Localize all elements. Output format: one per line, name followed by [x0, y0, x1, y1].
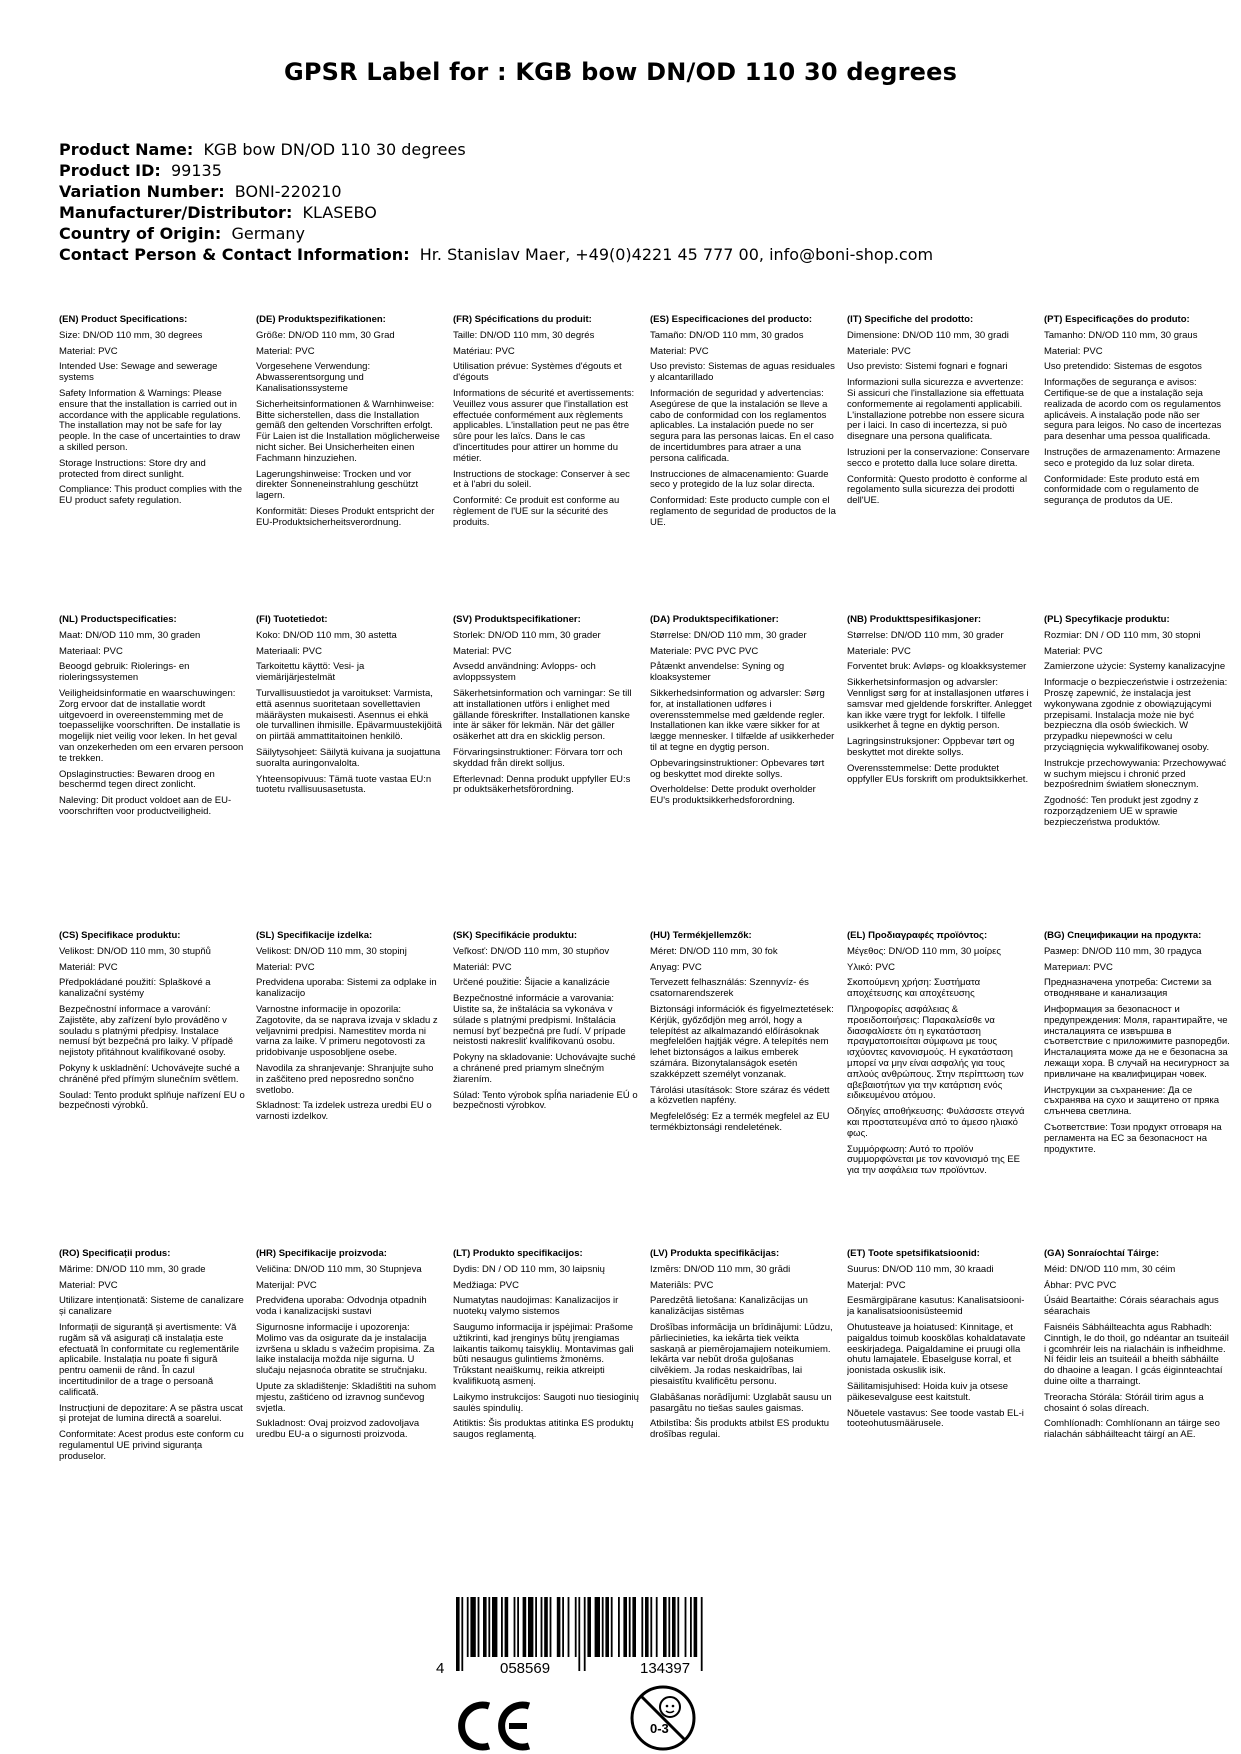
spec-line: Предназначена употреба: Системи за отводняване и канализация [1044, 977, 1212, 1000]
barcode-bar [677, 1597, 679, 1657]
barcode-bar [517, 1597, 519, 1657]
spec-line: Säilitamisjuhised: Hoida kuiv ja otsese päikesevalguse eest kaitstult. [847, 1380, 1009, 1403]
variation-number-row [59, 181, 1209, 202]
barcode-bar [557, 1597, 561, 1657]
spec-line: Atitiktis: Šis produktas atitinka ES produktų saugos reglamentą. [453, 1418, 634, 1441]
spec-line: Инструкции за съхранение: Да се съхранява на сухо и защитено от пряка слънчева светлина. [1044, 1084, 1220, 1118]
spec-line: Informazioni sulla sicurezza e avvertenze: Si assicuri che l'installazione sia effettuata conformemente ai regolamenti applicabili. L'installazione potrebbe non essere sicura per i laici. In caso di incertezza, si può disegnare una persona qualificata. [847, 377, 1025, 443]
spec-line: Laikymo instrukcijos: Saugoti nuo tiesioginių saulės spindulių. [453, 1391, 639, 1414]
spec-line: Safety Information & Warnings: Please ensure that the installation is carried out in accordance with the applicable regulations. The installation may not be safe for lay people. In the case of uncertainties to draw a skilled person. [59, 387, 241, 453]
spec-line: Material: PVC [1044, 345, 1103, 357]
manufacturer-row [59, 202, 1209, 223]
spec-line: Drošības informācija un brīdinājumi: Lūdzu, pārliecinieties, ka iekārta tiek veikta saskaņā ar piemērojamajiem noteikumiem. Iekārta var nebūt droša guļošanas cilvēkiem. Ja rodas neskaidrības, lai piesaistītu kvalificētu personu. [650, 1321, 833, 1387]
barcode-bar [595, 1597, 600, 1657]
spec-section-title: (BG) Спецификации на продукта: [1044, 931, 1202, 941]
spec-line: Navodila za shranjevanje: Shranjujte suho in zaščiteno pred neposredno sončno svetlobo. [256, 1062, 434, 1096]
barcode-bar [587, 1597, 591, 1657]
spec-line: Lagringsinstruksjoner: Oppbevar tørt og beskyttet mot direkte sollys. [847, 736, 1015, 758]
spec-line: Tamanho: DN/OD 110 mm, 30 graus [1044, 329, 1198, 341]
spec-line: Ohutusteave ja hoiatused: Kinnitage, et paigaldus toimub kooskõlas kohaldatavate eeskirjadega. Paigaldamine ei pruugi olla ohutu lamajatele. Ebaselguse korral, et joonistada oskuslik isik. [847, 1321, 1026, 1377]
spec-section [256, 931, 442, 1243]
barcode-bar [544, 1597, 548, 1657]
barcode-bar [541, 1597, 543, 1657]
spec-section-title: (HU) Termékjellemzők: [650, 931, 752, 941]
variation-number-label: Variation Number: [59, 182, 225, 201]
variation-number-value: BONI-220210 [234, 182, 342, 201]
spec-line: Súlad: Tento výrobok spĺňa nariadenie EÚ o bezpečnosti výrobkov. [453, 1089, 638, 1112]
spec-line: Mărime: DN/OD 110 mm, 30 grade [59, 1263, 206, 1275]
age-0-3-warning-icon [628, 1683, 698, 1753]
spec-line: Beoogd gebruik: Riolerings- en rioleringssystemen [59, 661, 190, 684]
spec-line: Instrucțiuni de depozitare: A se păstra uscat și protejat de lumina directă a soarelui. [59, 1402, 243, 1425]
spec-section-title: (RO) Specificații produs: [59, 1249, 171, 1259]
spec-section-title: (PL) Specyfikacje produktu: [1044, 615, 1170, 625]
spec-line: Velikost: DN/OD 110 mm, 30 stupňů [59, 945, 211, 957]
spec-line: Maat: DN/OD 110 mm, 30 graden [59, 629, 201, 641]
spec-line: Materiale: PVC [847, 345, 911, 357]
spec-line: Suurus: DN/OD 110 mm, 30 kraadi [847, 1263, 994, 1275]
spec-line: Saugumo informacija ir įspėjimai: Prašome užtikrinti, kad įrenginys būtų įrengiamas laikantis taikomų taisyklių. Montavimas gali būti nesaugus gulintiems žmonėms. Trūkstant neaiškumų, reikia atkreipti kvalifikuotą asmenį. [453, 1321, 634, 1387]
barcode-bar [470, 1597, 475, 1657]
spec-line: Medžiaga: PVC [453, 1279, 520, 1291]
spec-line: Vorgesehene Verwendung: Abwasserentsorgung und Kanalisationssysteme [256, 361, 371, 394]
spec-section-title: (ET) Toote spetsifikatsioonid: [847, 1249, 980, 1259]
barcode-bar [568, 1597, 570, 1657]
barcode-bar [663, 1597, 667, 1657]
spec-line: Utilizare intenționată: Sisteme de canalizare și canalizare [59, 1295, 244, 1318]
barcode-bar [602, 1597, 604, 1657]
spec-section-title: (NL) Productspecificaties: [59, 615, 177, 625]
spec-line: Material: PVC [256, 345, 315, 357]
spec-line: Veličina: DN/OD 110 mm, 30 Stupnjeva [256, 1263, 422, 1275]
spec-line: Tamaño: DN/OD 110 mm, 30 grados [650, 329, 804, 341]
spec-line: Skladnost: Ta izdelek ustreza uredbi EU o varnosti izdelkov. [256, 1100, 432, 1123]
spec-line: Conformità: Questo prodotto è conforme al regolamento sulla sicurezza dei prodotti dell'UE. [847, 473, 1028, 507]
barcode-bar [650, 1597, 652, 1657]
spec-line: Πληροφορίες ασφάλειας & προειδοποιήσεις: Παρακαλείσθε να διασφαλίσετε ότι η εγκατάσταση πραγματοποιείται σύμφωνα με τους ισχύοντες κανονισμούς. Η εγκατάσταση μπορεί να μην είναι ασφαλής για τους απλούς ανθρώπους. Στην περίπτωση των αβεβαιοτήτων για την κατάρτιση ενός ειδικευμένου ατόμου. [847, 1003, 1024, 1102]
spec-line: Veľkosť: DN/OD 110 mm, 30 stupňov [453, 945, 610, 957]
spec-line: Pokyny k uskladnění: Uchovávejte suché a chráněné před přímým slunečním světlem. [59, 1062, 240, 1085]
spec-line: Turvallisuustiedot ja varoitukset: Varmista, että asennus suoritetaan sovellettavien määräysten mukaisesti. Asennus ei ehkä ole turvallinen ihmisille. Epävarmuustekijöitä on piirtää ammattitaitoinen henkilö. [256, 687, 442, 743]
contact-row [59, 244, 1209, 265]
spec-line: Materiál: PVC [453, 961, 512, 973]
barcode-bar [632, 1597, 636, 1657]
spec-line: Størrelse: DN/OD 110 mm, 30 grader [650, 629, 807, 641]
spec-line: Utilisation prévue: Systèmes d'égouts et d'égouts [453, 361, 622, 384]
spec-line: Påtænkt anvendelse: Syning og kloaksystemer [650, 661, 785, 684]
spec-line: Οδηγίες αποθήκευσης: Φυλάσσετε στεγνά και προστατευμένα από το άμεσο ηλιακό φως. [847, 1106, 1025, 1139]
spec-line: Megfelelőség: Ez a termék megfelel az EU termékbiztonsági rendeletének. [650, 1111, 830, 1133]
spec-line: Σκοπούμενη χρήση: Συστήματα αποχέτευσης και αποχέτευσης [847, 977, 981, 1000]
spec-line: Yhteensopivuus: Tämä tuote vastaa EU:n tuotetu rvallisuusasetusta. [256, 773, 432, 796]
barcode-bar [535, 1597, 537, 1657]
barcode-bar [514, 1597, 516, 1657]
spec-line: Materjal: PVC [847, 1279, 906, 1291]
spec-line: Materiał: PVC [1044, 645, 1103, 657]
spec-line: Faisnéis Sábháilteachta agus Rabhadh: Cinntigh, le do thoil, go ndéantar an tsuiteáil i gcomhréir leis na rialacháin is infheidhme. Ní féidir leis an tsuiteáil a bheith sábháilte do dhaoine a leagan. I gcás éiginnteachtaí duine oilte a tharraingt. [1044, 1321, 1229, 1387]
barcode-bar [668, 1597, 670, 1657]
spec-line: Predviđena uporaba: Odvodnja otpadnih voda i kanalizacijski sustavi [256, 1295, 427, 1318]
barcode-bar [562, 1597, 564, 1657]
barcode-bar [478, 1597, 480, 1657]
spec-section-title: (ES) Especificaciones del producto: [650, 315, 813, 325]
spec-section [453, 931, 639, 1243]
spec-section [650, 1249, 836, 1549]
spec-line: Υλικό: PVC [847, 961, 895, 973]
spec-line: Material: PVC [453, 645, 512, 657]
spec-section [650, 931, 836, 1243]
product-id-value: 99135 [170, 161, 222, 180]
spec-section-title: (SL) Specifikacije izdelka: [256, 931, 373, 941]
spec-section [59, 615, 245, 925]
spec-line: Instrukcje przechowywania: Przechowywać w suchym miejscu i chronić przed bezpośrednim światłem słonecznym. [1044, 757, 1227, 791]
barcode-bar [584, 1597, 586, 1671]
spec-line: Velikost: DN/OD 110 mm, 30 stopinj [256, 945, 407, 957]
spec-line: Overholdelse: Dette produkt overholder EU's produktsikkerhedsforordning. [650, 784, 816, 807]
spec-line: Předpokládané použití: Splaškové a kanalizační systémy [59, 977, 211, 1000]
spec-line: Συμμόρφωση: Αυτό το προϊόν συμμορφώνεται με τον κανονισμό της ΕΕ για την ασφάλεια των προϊόντων. [847, 1143, 1020, 1177]
spec-line: Instruções de armazenamento: Armazene seco e protegido da luz solar direta. [1044, 446, 1221, 469]
spec-section-title: (LV) Produkta specifikācijas: [650, 1249, 780, 1259]
spec-line: Overensstemmelse: Dette produktet oppfyller EUs forskrift om produktsikkerhet. [847, 762, 1029, 785]
spec-line: Predvidena uporaba: Sistemi za odplake in kanalizacijo [256, 977, 437, 1000]
spec-line: Upute za skladištenje: Skladištiti na suhom mjestu, zaštićeno od izravnog sunčevog svjetla. [256, 1380, 437, 1414]
spec-section [256, 1249, 442, 1549]
country-of-origin-row [59, 223, 1209, 244]
spec-section-title: (EN) Product Specifications: [59, 315, 188, 325]
spec-line: Bezpečnostné informácie a varovania: Uistite sa, že inštalácia sa vykonáva v súlade s platnými predpismi. Inštalácia nemusí byť bezpečná pre ľudí. V prípade neistosti nakresliť kvalifikovanú osobu. [453, 993, 626, 1048]
spec-section-title: (SK) Špecifikácie produktu: [453, 931, 578, 941]
spec-section-title: (CS) Specifikace produktu: [59, 931, 181, 941]
spec-section [847, 1249, 1033, 1549]
spec-line: Tarkoitettu käyttö: Vesi- ja viemärijärjestelmät [256, 661, 365, 684]
spec-line: Sikkerhedsinformation og advarsler: Sørg for, at installationen udføres i overensstemmelse med gældende regler. Installationen kan ikke være sikker for at lægge mennesker. I tilfælde af usikkerheder til at tegne en dygtig person. [650, 687, 835, 753]
barcode-bar [575, 1597, 577, 1657]
spec-line: Eesmärgipärane kasutus: Kanalisatsiooni- ja kanalisatsioonisüsteemid [847, 1295, 1025, 1318]
spec-section-title: (DE) Produktspezifikationen: [256, 315, 386, 325]
spec-section [59, 931, 245, 1243]
spec-line: Størrelse: DN/OD 110 mm, 30 grader [847, 629, 1004, 641]
spec-line: Méid: DN/OD 110 mm, 30 céim [1044, 1263, 1176, 1275]
spec-line: Material: PVC [650, 345, 709, 357]
spec-section [59, 1249, 245, 1549]
spec-line: Förvaringsinstruktioner: Förvara torr och skyddad från direkt solljus. [453, 746, 623, 769]
manufacturer-value: KLASEBO [302, 203, 377, 222]
contact-value: Hr. Stanislav Maer, +49(0)4221 45 777 00, info@boni-shop.com [419, 245, 934, 264]
spec-section [453, 615, 639, 925]
barcode-bar [629, 1597, 631, 1657]
barcode-bar [492, 1597, 497, 1657]
spec-line: Avsedd användning: Avlopps- och avloppssystem [453, 661, 596, 684]
spec-line: Efterlevnad: Denna produkt uppfyller EU:s pr oduktsäkerhetsförordning. [453, 773, 631, 796]
spec-line: Paredzētā lietošana: Kanalizācijas un kanalizācijas sistēmas [650, 1295, 808, 1318]
spec-line: Sukladnost: Ovaj proizvod zadovoljava uredbu EU-a o sigurnosti proizvoda. [256, 1418, 420, 1441]
spec-line: Izmērs: DN/OD 110 mm, 30 grādi [650, 1263, 791, 1275]
product-id-row [59, 160, 1209, 181]
spec-line: Méret: DN/OD 110 mm, 30 fok [650, 945, 778, 957]
spec-line: Sicherheitsinformationen & Warnhinweise: Bitte sicherstellen, dass die Installation gemäß den geltenden Vorschriften erfolgt. Für Laien ist die Installation möglicherweise nicht sicher. Bei Unsicherheiten einen Fachmann hinzuziehen. [256, 398, 440, 464]
svg-text:0-3: 0-3 [650, 1721, 669, 1736]
spec-line: Taille: DN/OD 110 mm, 30 degrés [453, 329, 595, 341]
spec-line: Comhlíonadh: Comhlíonann an táirge seo rialachán sábháilteacht táirgí an AE. [1044, 1418, 1220, 1441]
spec-line: Storlek: DN/OD 110 mm, 30 grader [453, 629, 601, 641]
spec-section-title: (GA) Sonraíochtaí Táirge: [1044, 1249, 1160, 1259]
spec-section-title: (EL) Προδιαγραφές προϊόντος: [847, 931, 988, 941]
spec-line: Materiale: PVC [847, 645, 911, 657]
spec-line: Uso pretendido: Sistemas de esgotos [1044, 361, 1202, 373]
country-of-origin-value: Germany [231, 224, 305, 243]
product-name-value: KGB bow DN/OD 110 30 degrees [203, 140, 466, 159]
barcode-bar [501, 1597, 503, 1657]
spec-line: Anyag: PVC [650, 961, 702, 973]
barcode-bar [685, 1597, 687, 1657]
spec-line: Informații de siguranță și avertismente: Vă rugăm să vă asigurați că instalația este efectuată în conformitate cu reglementările aplicabile. Instalația nu poate fi sigură pentru oamenii de rând. În cazul incertitudinilor de a trage o persoană calificată. [59, 1321, 240, 1398]
spec-line: Bezpečnostní informace a varování: Zajistěte, aby zařízení bylo prováděno v souladu s platnými předpisy. Instalace nemusí být bezpečná pro laiky. V případě nejistoty přitáhnout kvalifikované osoby. [59, 1003, 234, 1059]
spec-section [1044, 931, 1230, 1243]
barcode-bar [701, 1597, 703, 1671]
spec-line: Storage Instructions: Store dry and protected from direct sunlight. [59, 457, 206, 480]
spec-line: Säkerhetsinformation och varningar: Se till att installationen utförs i enlighet med gällande föreskrifter. Installationen kanske inte är säker för lekmän. När det gäller osäkerhet att dra en skicklig person. [453, 687, 632, 743]
barcode-bar [456, 1597, 460, 1671]
spec-line: Uso previsto: Sistemi fognari e fognari [847, 361, 1008, 373]
barcode-bar [523, 1597, 527, 1657]
barcode-bar [528, 1597, 533, 1657]
spec-line: Materiale: PVC PVC PVC [650, 645, 759, 657]
spec-line: Pokyny na skladovanie: Uchovávajte suché a chránené pred priamym slnečným žiarením. [453, 1052, 636, 1085]
barcode-bar [578, 1597, 580, 1671]
barcode-bar [672, 1597, 676, 1657]
barcode-bar [550, 1597, 552, 1657]
spec-line: Μέγεθος: DN/OD 110 mm, 30 μοίρες [847, 945, 1001, 957]
spec-section [650, 615, 836, 925]
spec-section [453, 1249, 639, 1549]
spec-line: Zamierzone użycie: Systemy kanalizacyjne [1044, 661, 1226, 673]
spec-line: Conformitate: Acest produs este conform cu regulamentul UE privind siguranța produselor. [59, 1429, 244, 1462]
spec-line: Treoracha Stórála: Stóráil tirim agus a chosaint ó solas díreach. [1044, 1391, 1204, 1414]
spec-line: Biztonsági információk és figyelmeztetések: Kérjük, győződjön meg arról, hogy a telepítést az alkalmazandó előírásoknak megfelelően hajtják végre. A telepítés nem lehet biztonságos a laikus emberek számára. Bizonytalanságok esetén szakképzett személyt vonzanak. [650, 1003, 834, 1080]
barcode-bar [605, 1597, 609, 1657]
spec-line: Instructions de stockage: Conserver à sec et à l'abri du soleil. [453, 468, 630, 491]
spec-line: Conformidade: Este produto está em conformidade com o regulamento de segurança de produtos da UE. [1044, 473, 1200, 507]
spec-section-title: (HR) Specifikacije proizvoda: [256, 1249, 387, 1259]
barcode-bar [488, 1597, 490, 1657]
spec-line: Tervezett felhasználás: Szennyvíz- és csatornarendszerek [650, 977, 809, 1000]
spec-section [256, 615, 442, 925]
spec-line: Dimensione: DN/OD 110 mm, 30 gradi [847, 329, 1009, 341]
spec-line: Ábhar: PVC PVC [1044, 1279, 1117, 1291]
product-info [59, 139, 1209, 265]
barcode-digits-left: 058569 [500, 1660, 551, 1677]
spec-line: Materijal: PVC [256, 1279, 317, 1291]
spec-line: Lagerungshinweise: Trocken und vor direkter Sonneneinstrahlung geschützt lagern. [256, 468, 419, 502]
spec-line: Conformidad: Este producto cumple con el reglamento de seguridad de productos de la UE. [650, 495, 836, 528]
spec-line: Opslaginstructies: Bewaren droog en beschermd tegen direct zonlicht. [59, 768, 215, 791]
spec-section [650, 315, 836, 609]
spec-section [1044, 1249, 1230, 1549]
spec-line: Material: PVC [59, 345, 118, 357]
barcode-bar [641, 1597, 643, 1657]
spec-line: Informacje o bezpieczeństwie i ostrzeżenia: Proszę zapewnić, że instalacja jest wykonywana zgodnie z obowiązującymi przepisami. Instalacja może nie być bezpieczna dla osób świeckich. W przypadku niepewności w celu przyciągnięcia wykwalifikowanej osoby. [1044, 677, 1228, 753]
spec-section-title: (LT) Produkto specifikacijos: [453, 1249, 583, 1259]
spec-section [847, 615, 1033, 925]
barcode-bar [483, 1597, 487, 1657]
spec-line: Información de seguridad y advertencias: Asegúrese de que la instalación se lleve a cabo de conformidad con los reglamentos aplicables. La instalación puede no ser segura para las personas laicas. En el caso de incertidumbres para atraer a una persona calificada. [650, 387, 834, 464]
spec-line: Materiál: PVC [59, 961, 118, 973]
spec-line: Instrucciones de almacenamiento: Guarde seco y protegido de la luz solar directa. [650, 468, 829, 491]
spec-section-title: (IT) Specifiche del prodotto: [847, 315, 974, 325]
spec-line: Sikkerhetsinformasjon og advarsler: Vennligst sørg for at installasjonen utføres i samsvar med gjeldende forskrifter. Anlegget kan ikke være trygt for lekfolk. I tilfelle usikkerhet å tegne en dyktig person. [847, 677, 1032, 732]
barcode-bar [645, 1597, 649, 1657]
spec-line: Soulad: Tento produkt splňuje nařízení EU o bezpečnosti výrobků. [59, 1089, 245, 1112]
spec-section-title: (PT) Especificações do produto: [1044, 315, 1190, 325]
spec-line: Konformität: Dieses Produkt entspricht der EU-Produktsicherheitsverordnung. [256, 505, 435, 528]
spec-line: Conformité: Ce produit est conforme au règlement de l'UE sur la sécurité des produits. [453, 495, 620, 528]
spec-line: Zgodność: Ten produkt jest zgodny z rozporządzeniem UE w sprawie bezpieczeństwa produktów. [1044, 795, 1199, 828]
spec-section-title: (NB) Produkttspesifikasjoner: [847, 615, 982, 625]
spec-section [847, 931, 1033, 1243]
spec-line: Säilytysohjeet: Säilytä kuivana ja suojattuna suoralta auringonvalolta. [256, 746, 441, 769]
spec-line: Größe: DN/OD 110 mm, 30 Grad [256, 329, 395, 341]
spec-line: Materiaal: PVC [59, 645, 123, 657]
spec-line: Uso previsto: Sistemas de aguas residuales y alcantarillado [650, 361, 835, 384]
spec-line: Istruzioni per la conservazione: Conservare secco e protetto dalla luce solare diretta. [847, 446, 1030, 469]
spec-line: Съответствие: Този продукт отговаря на регламента на ЕС за безопасност на продуктите. [1044, 1121, 1222, 1155]
manufacturer-label: Manufacturer/Distributor: [59, 203, 293, 222]
spec-line: Материал: PVC [1044, 961, 1113, 973]
spec-line: Material: PVC [256, 961, 315, 973]
spec-line: Opbevaringsinstruktioner: Opbevares tørt og beskyttet mod direkte sollys. [650, 757, 825, 780]
spec-line: Размер: DN/OD 110 mm, 30 градуса [1044, 945, 1202, 957]
barcode-bar [461, 1597, 463, 1671]
spec-line: Varnostne informacije in opozorila: Zagotovite, da se naprava izvaja v skladu z veljavnimi predpisi. Namestitev morda ni varna za laike. V primeru negotovosti za pridobivanje usposobljene osebe. [256, 1003, 438, 1059]
spec-line: Informações de segurança e avisos: Certifique-se de que a instalação seja realizada de acordo com os regulamentos aplicáveis. A instalação pode não ser segura para leigos. No caso de incertezas para desenhar uma pessoa qualificada. [1044, 377, 1222, 443]
barcode-bar [694, 1597, 698, 1657]
spec-line: Intended Use: Sewage and sewerage systems [59, 361, 218, 384]
product-name-row [59, 139, 1209, 160]
spec-section-title: (DA) Produktspecifikationer: [650, 615, 779, 625]
spec-section-title: (SV) Produktspecifikationer: [453, 615, 581, 625]
spec-line: Naleving: Dit product voldoet aan de EU-voorschriften voor productveiligheid. [59, 795, 232, 817]
barcode-digits-right: 134397 [640, 1660, 691, 1677]
contact-label: Contact Person & Contact Information: [59, 245, 410, 264]
spec-line: Materiāls: PVC [650, 1279, 714, 1291]
spec-line: Numatytas naudojimas: Kanalizacijos ir nuotekų valymo sistemos [453, 1295, 619, 1318]
spec-section [1044, 615, 1230, 925]
ce-mark-icon [455, 1700, 535, 1752]
spec-line: Nõuetele vastavus: See toode vastab EL-i tooteohutusmäärusele. [847, 1407, 1024, 1430]
spec-section-title: (FI) Tuotetiedot: [256, 615, 328, 625]
spec-line: Material: PVC [59, 1279, 118, 1291]
spec-section [1044, 315, 1230, 609]
spec-line: Informations de sécurité et avertissements: Veuillez vous assurer que l'installation est effectuée conformément aux règlements applicables. L'installation peut ne pas être sûre pour les laïcs. Dans le cas d'incertitudes pour attirer un homme du métier. [453, 387, 635, 464]
barcode-bar [656, 1597, 658, 1657]
country-of-origin-label: Country of Origin: [59, 224, 222, 243]
spec-line: Информация за безопасност и предупреждения: Моля, гарантирайте, че инсталацията се извършва в съответствие с приложимите разпоредби. Инсталацията може да не е безопасна за лежащи хора. В случай на несигурност за привличане на квалифициран човек. [1044, 1003, 1230, 1080]
spec-line: Koko: DN/OD 110 mm, 30 astetta [256, 629, 397, 641]
product-name-label: Product Name: [59, 140, 194, 159]
spec-line: Atbilstība: Šis produkts atbilst ES produktu drošības regulai. [650, 1418, 830, 1441]
spec-line: Sigurnosne informacije i upozorenja: Molimo vas da osigurate da je instalacija izvršena u skladu s važećim propisima. Za laike instalacija možda nije sigurna. U slučaju nejasnoća obratite se stručnjaku. [256, 1321, 435, 1377]
barcode-bar [618, 1597, 620, 1657]
spec-line: Tárolási utasítások: Store száraz és védett a közvetlen napfény. [650, 1084, 830, 1107]
spec-section-title: (FR) Spécifications du produit: [453, 315, 592, 325]
barcode-bar [467, 1597, 469, 1657]
barcode-digit-prefix: 4 [436, 1660, 445, 1677]
spec-section [59, 315, 245, 609]
barcode-bar [505, 1597, 509, 1657]
spec-line: Úsáid Beartaithe: Córais séarachais agus séarachais [1044, 1295, 1219, 1318]
spec-line: Forventet bruk: Avløps- og kloakksystemer [847, 661, 1027, 673]
spec-line: Size: DN/OD 110 mm, 30 degrees [59, 329, 203, 341]
spec-section [847, 315, 1033, 609]
barcode-bar [611, 1597, 613, 1657]
barcode-bar [623, 1597, 627, 1657]
spec-line: Matériau: PVC [453, 345, 515, 357]
spec-line: Compliance: This product complies with the EU product safety regulation. [59, 484, 243, 507]
spec-line: Materiaali: PVC [256, 645, 322, 657]
spec-section [453, 315, 639, 609]
spec-line: Veiligheidsinformatie en waarschuwingen: Zorg ervoor dat de installatie wordt uitgevoerd in overeenstemming met de toepasselijke voorschriften. De installatie is mogelijk niet veilig voor leken. In het geval van onzekerheden om een ervaren persoon te trekken. [59, 687, 244, 764]
spec-line: Rozmiar: DN / OD 110 mm, 30 stopni [1044, 629, 1201, 641]
spec-line: Dydis: DN / OD 110 mm, 30 laipsnių [453, 1263, 605, 1275]
spec-section [256, 315, 442, 609]
spec-line: Glabāšanas norādījumi: Uzglabāt sausu un pasargātu no tiešas saules gaismas. [650, 1391, 832, 1414]
spec-line: Určené použitie: Šijacie a kanalizácie [453, 977, 610, 989]
page-title: GPSR Label for : KGB bow DN/OD 110 30 degrees [283, 58, 958, 86]
barcode-bar [690, 1597, 692, 1657]
product-id-label: Product ID: [59, 161, 161, 180]
